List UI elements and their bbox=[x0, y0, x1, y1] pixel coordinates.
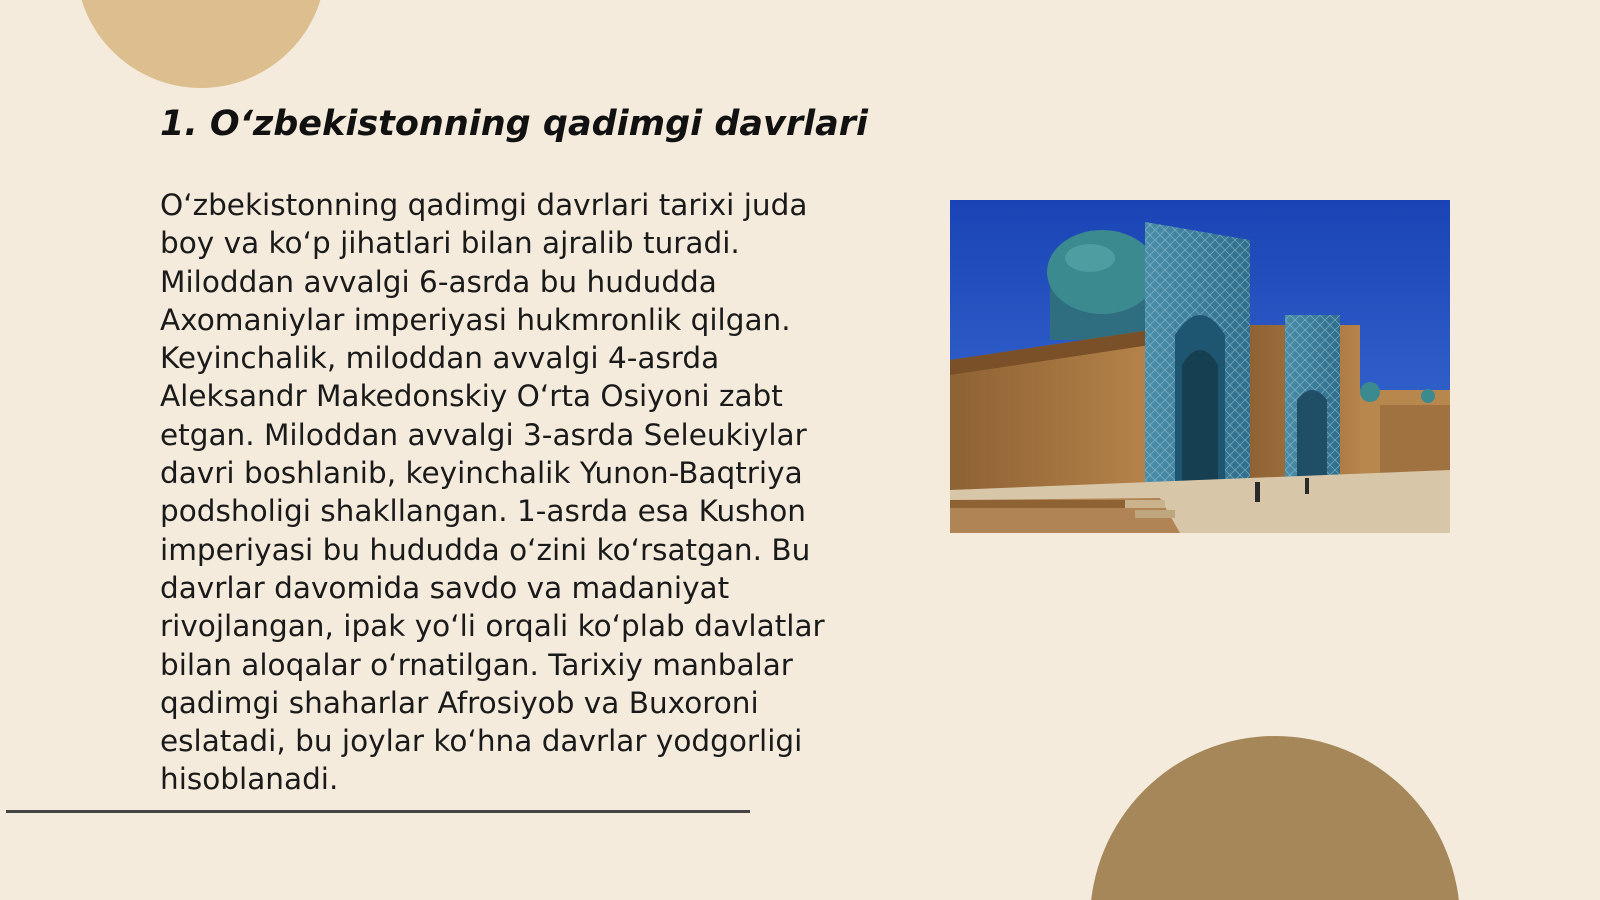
divider-line bbox=[6, 810, 750, 813]
mausoleum-photo bbox=[950, 200, 1450, 533]
slide-body-text: O‘zbekistonning qadimgi davrlari tarixi juda boy va ko‘p jihatlari bilan ajralib turadi. Miloddan avvalgi 6-asrda bu hududda Axomaniylar imperiyasi hukmronlik qilgan. Keyinchalik, miloddan avvalgi 4-asrda Aleksandr Makedonskiy O‘rta Osiyoni zabt etgan. Miloddan avvalgi 3-asrda Seleukiylar davri boshlanib, keyinchalik Yunon-Baqtriya podsholigi shakllangan. 1-asrda esa Kushon imperiyasi bu hududda o‘zini ko‘rsatgan. Bu davrlar davomida savdo va madaniyat rivojlangan, ipak yo‘li orqali ko‘plab davlatlar bilan aloqalar o‘rnatilgan. Tarixiy manbalar qadimgi shaharlar Afrosiyob va Buxoroni eslatadi, bu joylar ko‘hna davrlar yodgorligi hisoblanadi. bbox=[160, 188, 825, 797]
slide-title: 1. O‘zbekistonning qadimgi davrlari bbox=[160, 104, 868, 144]
decorative-circle-bottom bbox=[1090, 736, 1460, 900]
decorative-circle-top bbox=[76, 0, 326, 88]
